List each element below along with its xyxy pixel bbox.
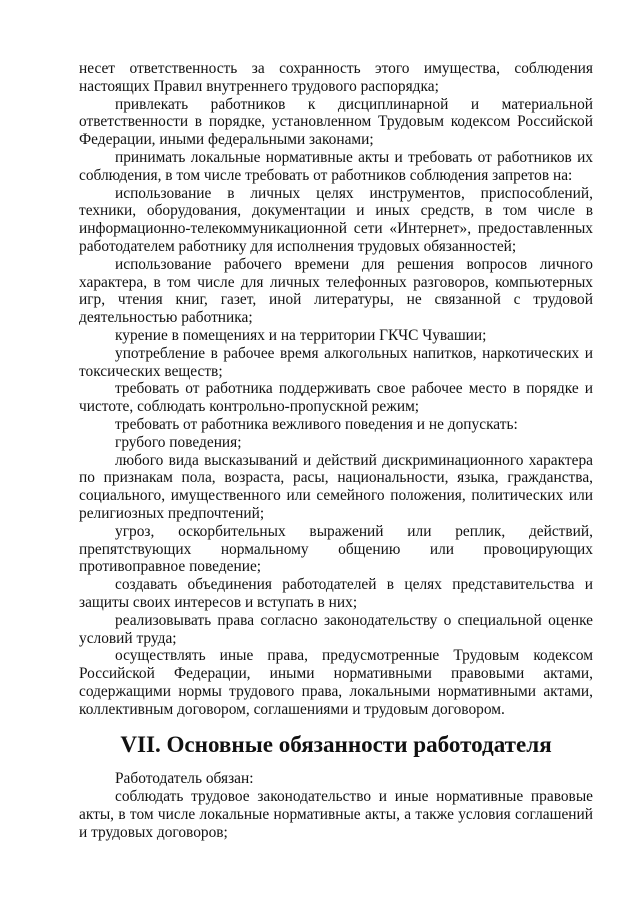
paragraph: привлекать работников к дисциплинарной и материальной ответственности в порядке, установленном Трудовым кодексом Российской Федерации, иными федеральными законами; [79, 95, 593, 149]
paragraph: требовать от работника вежливого поведения и не допускать: [115, 415, 518, 433]
paragraph: любого вида высказываний и действий дискриминационного характера по признакам пола, возраста, расы, национальности, языка, гражданства, социального, имущественного или семейного положения, политических или религиозных предпочтений; [79, 451, 593, 522]
paragraph: употребление в рабочее время алкогольных напитков, наркотических и токсических веществ; [79, 344, 593, 380]
document-page [79, 60, 593, 841]
paragraph: угроз, оскорбительных выражений или реплик, действий, препятствующих нормальному общению или провоцирующих противоправное поведение; [79, 522, 593, 576]
paragraph: требовать от работника поддерживать свое рабочее место в порядке и чистоте, соблюдать контрольно-пропускной режим; [79, 380, 593, 416]
paragraph: осуществлять иные права, предусмотренные Трудовым кодексом Российской Федерации, иными нормативными правовыми актами, содержащими нормы трудового права, локальными нормативными актами, коллективным договором, соглашениями и трудовым договором. [79, 647, 593, 718]
paragraph: использование рабочего времени для решения вопросов личного характера, в том числе для личных телефонных разговоров, компьютерных игр, чтения книг, газет, иной литературы, не связанной с трудовой деятельностью работника; [79, 255, 593, 327]
paragraph: создавать объединения работодателей в целях представительства и защиты своих интересов и вступать в них; [79, 576, 593, 611]
paragraph: использование в личных целях инструментов, приспособлений, техники, оборудования, документации и иных средств, в том числе в информационно-телекоммуникационной сети «Интернет», предоставленных работодателем работнику для исполнения трудовых обязанностей; [79, 184, 593, 255]
paragraph: курение в помещениях и на территории ГКЧС Чувашии; [115, 326, 487, 344]
section-heading: VII. Основные обязанности работодателя [120, 731, 552, 758]
paragraph: Работодатель обязан: [115, 770, 254, 788]
paragraph: соблюдать трудовое законодательство и иные нормативные правовые акты, в том числе локальные нормативные акты, а также условия соглашений и трудовых договоров; [79, 788, 593, 841]
paragraph: несет ответственность за сохранность этого имущества, соблюдения настоящих Правил внутреннего трудового распорядка; [79, 60, 593, 95]
paragraph: принимать локальные нормативные акты и требовать от работников их соблюдения, в том числе требовать от работников соблюдения запретов на: [79, 148, 593, 184]
paragraph: грубого поведения; [115, 433, 242, 451]
paragraph: реализовывать права согласно законодательству о специальной оценке условий труда; [79, 611, 593, 647]
